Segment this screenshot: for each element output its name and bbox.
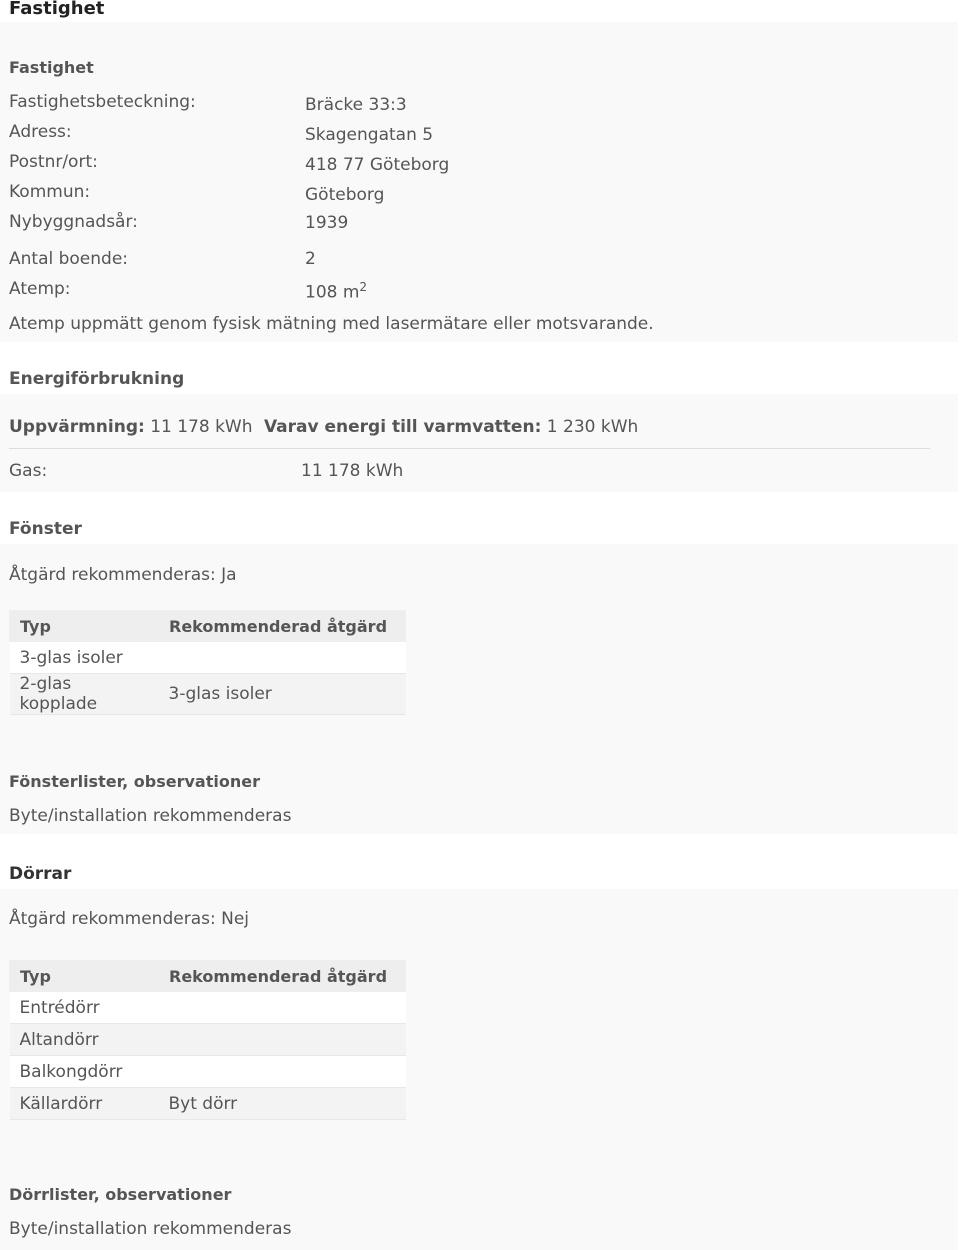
label-nybyggnadsar: Nybyggnadsår: (9, 212, 138, 232)
value-fastighetsbeteckning: Bräcke 33:3 (305, 95, 407, 115)
section-title-energiforbrukning: Energiförbrukning (9, 369, 185, 389)
energi-panel (0, 394, 958, 492)
value-uppvarmning: 11 178 kWh (150, 417, 253, 437)
table-row (10, 992, 406, 1024)
label-atemp: Atemp: (9, 279, 71, 299)
cell-typ: Balkongdörr (10, 1056, 159, 1088)
atemp-number: 108 m (305, 282, 360, 303)
value-kommun: Göteborg (305, 185, 385, 205)
col-rekommenderad-atgard: Rekommenderad åtgärd (159, 961, 406, 992)
table-row (10, 674, 406, 715)
section-title-fastighet: Fastighet (9, 0, 105, 19)
fastighet-panel (0, 22, 958, 342)
value-adress: Skagengatan 5 (305, 125, 434, 145)
table-header-row (10, 961, 406, 992)
label-postnr-ort: Postnr/ort: (9, 152, 98, 172)
col-typ: Typ (10, 961, 159, 992)
cell-typ: 3-glas isoler (10, 642, 159, 674)
cell-typ: Altandörr (10, 1024, 159, 1056)
cell-typ: 2-glas kopplade (10, 674, 159, 715)
label-fastighetsbeteckning: Fastighetsbeteckning: (9, 92, 196, 112)
col-typ: Typ (10, 611, 159, 642)
section-title-dorrar: Dörrar (9, 864, 72, 884)
energi-summary-row (9, 417, 638, 437)
value-nybyggnadsar: 1939 (305, 213, 349, 233)
table-row (10, 642, 406, 674)
label-adress: Adress: (9, 122, 72, 142)
cell-typ: Källardörr (10, 1088, 159, 1120)
table-row (10, 1056, 406, 1088)
dorrlister-value: Byte/installation rekommenderas (9, 1219, 292, 1239)
cell-rek: Byt dörr (159, 1088, 406, 1120)
value-antal-boende: 2 (305, 249, 316, 269)
value-atemp (305, 280, 367, 303)
cell-rek (159, 1056, 406, 1088)
col-rekommenderad-atgard: Rekommenderad åtgärd (159, 611, 406, 642)
fonster-atgard: Åtgärd rekommenderas: Ja (9, 565, 237, 585)
atemp-note: Atemp uppmätt genom fysisk mätning med lasermätare eller motsvarande. (9, 314, 654, 334)
label-gas: Gas: (9, 461, 48, 481)
dorrar-table (9, 960, 406, 1120)
fonsterlister-value: Byte/installation rekommenderas (9, 806, 292, 826)
cell-rek (159, 642, 406, 674)
label-kommun: Kommun: (9, 182, 91, 202)
fastighet-subtitle: Fastighet (9, 58, 94, 77)
dorrar-atgard: Åtgärd rekommenderas: Nej (9, 909, 250, 929)
fonster-table (9, 610, 406, 715)
table-row (10, 1024, 406, 1056)
label-uppvarmning: Uppvärmning: (9, 417, 145, 437)
label-antal-boende: Antal boende: (9, 249, 129, 269)
energi-divider (9, 448, 930, 449)
value-gas: 11 178 kWh (301, 461, 404, 481)
label-varmvatten: Varav energi till varmvatten: (263, 417, 542, 437)
cell-rek (159, 1024, 406, 1056)
atemp-exponent: 2 (359, 280, 368, 294)
section-title-fonster: Fönster (9, 519, 82, 539)
fonsterlister-title: Fönsterlister, observationer (9, 772, 260, 791)
table-header-row (10, 611, 406, 642)
table-row (10, 1088, 406, 1120)
cell-typ: Entrédörr (10, 992, 159, 1024)
cell-rek (159, 992, 406, 1024)
cell-rek: 3-glas isoler (159, 674, 406, 715)
dorrlister-title: Dörrlister, observationer (9, 1185, 232, 1204)
value-postnr-ort: 418 77 Göteborg (305, 155, 450, 175)
value-varmvatten: 1 230 kWh (546, 417, 639, 437)
